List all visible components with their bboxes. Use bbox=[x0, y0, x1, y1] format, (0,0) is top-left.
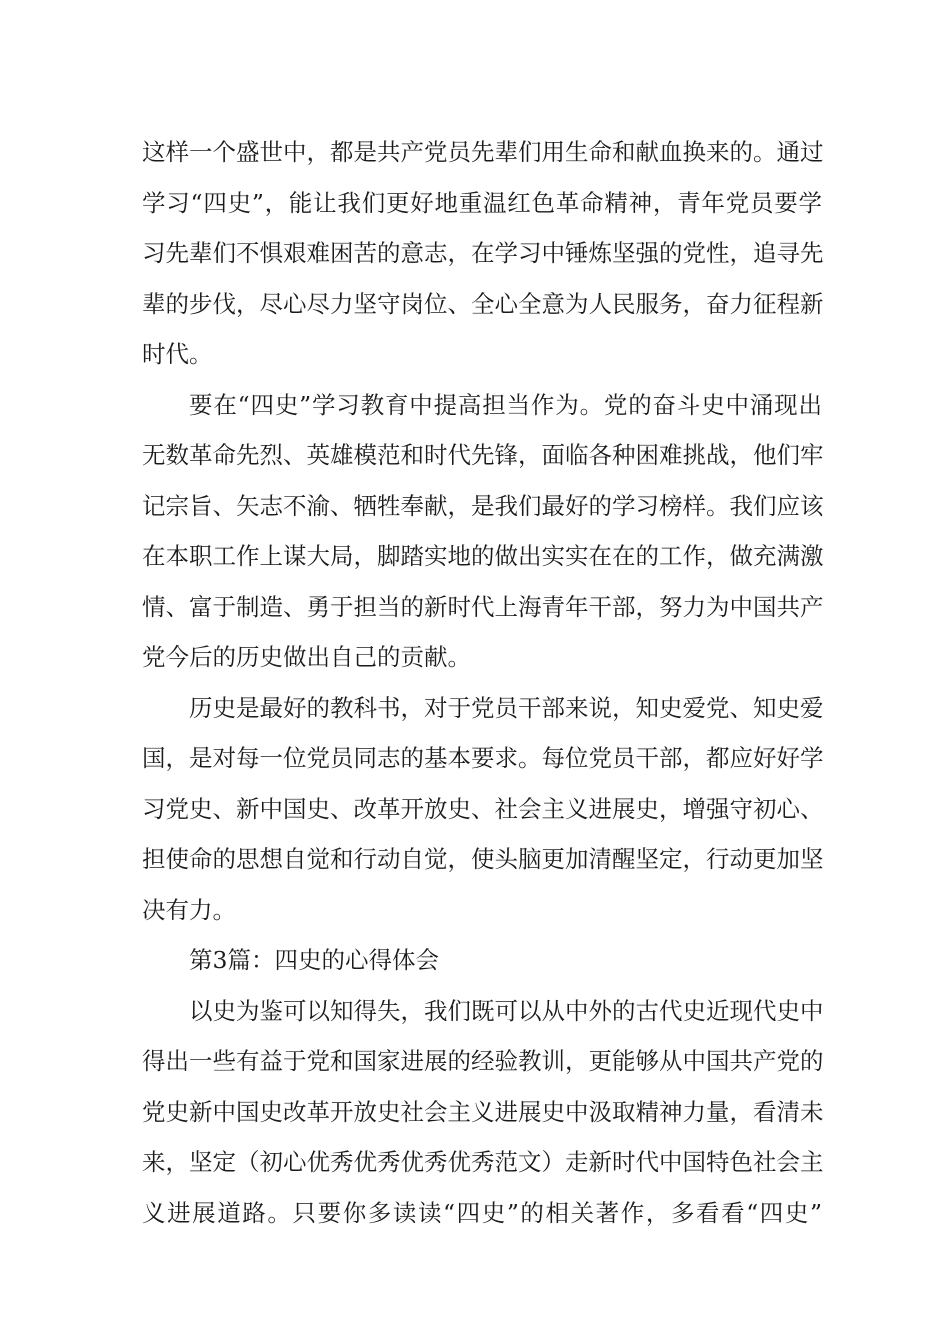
text-line: 决有力。 bbox=[142, 895, 236, 924]
section-heading: 第3篇：四史的心得体会 bbox=[189, 946, 439, 974]
text-line: 时代。 bbox=[142, 340, 213, 368]
body-text bbox=[142, 127, 822, 1238]
text-line: 辈的步伐，尽心尽力坚守岗位、全心全意为人民服务，奋力征程新 bbox=[142, 289, 824, 318]
text-line: 担使命的思想自觉和行动自觉，使头脑更加清醒坚定，行动更加坚 bbox=[142, 845, 824, 873]
text-line: 习党史、新中国史、改革开放史、社会主义进展史，增强守初心、 bbox=[142, 794, 824, 823]
text-line: 在本职工作上谋大局，脚踏实地的做出实实在在的工作，做充满激 bbox=[142, 542, 824, 570]
text-line: 学习“四史”，能让我们更好地重温红色革命精神，青年党员要学 bbox=[142, 188, 822, 217]
text-line: 党今后的历史做出自己的贡献。 bbox=[142, 643, 471, 671]
text-line: 得出一些有益于党和国家进展的经验教训，更能够从中国共产党的 bbox=[142, 1047, 824, 1075]
text-line: 情、富于制造、勇于担当的新时代上海青年干部，努力为中国共产 bbox=[142, 592, 824, 621]
text-line: 义进展道路。只要你多读读“四史”的相关著作，多看看“四史” bbox=[142, 1198, 822, 1227]
text-line: 习先辈们不惧艰难困苦的意志，在学习中锤炼坚强的党性，追寻先 bbox=[142, 239, 824, 267]
text-line: 以史为鉴可以知得失，我们既可以从中外的古代史近现代史中 bbox=[189, 996, 824, 1025]
text-line: 国，是对每一位党员同志的基本要求。每位党员干部，都应好好学 bbox=[142, 744, 824, 772]
text-line: 要在“四史”学习教育中提高担当作为。党的奋斗史中涌现出 bbox=[189, 390, 822, 419]
text-line: 党史新中国史改革开放史社会主义进展史中汲取精神力量，看清未 bbox=[142, 1097, 824, 1126]
text-line: 历史是最好的教科书，对于党员干部来说，知史爱党、知史爱 bbox=[189, 693, 824, 722]
text-line: 无数革命先烈、英雄模范和时代先锋，面临各种困难挑战，他们牢 bbox=[142, 441, 824, 469]
text-line: 记宗旨、矢志不渝、牺牲奉献，是我们最好的学习榜样。我们应该 bbox=[142, 491, 824, 520]
text-line: 来，坚定（初心优秀优秀优秀优秀范文）走新时代中国特色社会主 bbox=[142, 1148, 824, 1176]
text-line: 这样一个盛世中，都是共产党员先辈们用生命和献血换来的。通过 bbox=[142, 138, 824, 166]
